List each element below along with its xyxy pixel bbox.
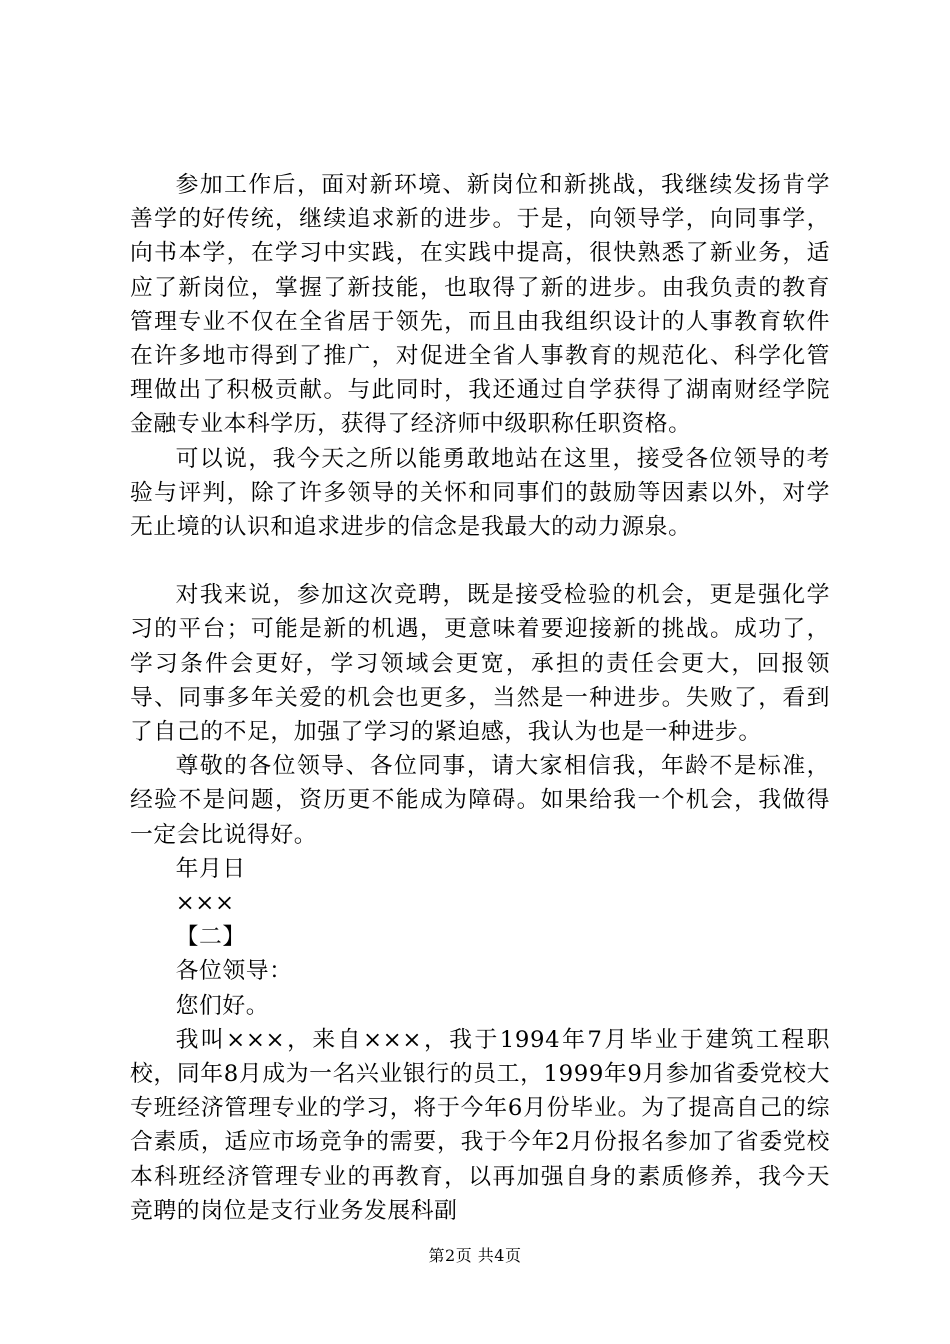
greeting: 您们好。 — [175, 992, 270, 1019]
paragraph-self-introduction: 我叫×××，来自×××，我于1994年7月毕业于建筑工程职校，同年8月成为一名兴业银行的员工，1999年9月参加省委党校大专班经济管理专业的学习，将于今年6月份毕业。为了提高自己的综合素质，适应市场竞争的需要，我于今年2月份报名参加了省委党校本科班经济管理专业的再教育，以再加强自身的素质修养，我今天竞聘的岗位是支行业务发展科副 — [130, 1026, 830, 1224]
paragraph-appeal: 尊敬的各位领导、各位同事，请大家相信我，年龄不是标准，经验不是问题，资历更不能成为障碍。如果给我一个机会，我做得一定会比说得好。 — [130, 753, 830, 848]
salutation: 各位领导： — [175, 958, 293, 985]
paragraph-motivation: 可以说，我今天之所以能勇敢地站在这里，接受各位领导的考验与评判，除了许多领导的关怀和同事们的鼓励等因素以外，对学无止境的认识和追求进步的信念是我最大的动力源泉。 — [130, 445, 830, 541]
paragraph-work-experience: 参加工作后，面对新环境、新岗位和新挑战，我继续发扬肯学善学的好传统，继续追求新的进步。于是，向领导学，向同事学，向书本学，在学习中实践，在实践中提高，很快熟悉了新业务，适应了新岗位，掌握了新技能，也取得了新的进步。由我负责的教育管理专业不仅在全省居于领先，而且由我组织设计的人事教育软件在许多地市得到了推广，对促进全省人事教育的规范化、科学化管理做出了积极贡献。与此同时，我还通过自学获得了湖南财经学院金融专业本科学历，获得了经济师中级职称任职资格。 — [130, 172, 830, 438]
document-body — [130, 168, 830, 1228]
date-line: 年月日 — [175, 855, 246, 882]
signature: ××× — [175, 890, 235, 917]
paragraph-competition-view: 对我来说，参加这次竞聘，既是接受检验的机会，更是强化学习的平台；可能是新的机遇，更意味着要迎接新的挑战。成功了，学习条件会更好，学习领域会更宽，承担的责任会更大，回报领导、同事多年关爱的机会也更多，当然是一种进步。失败了，看到了自己的不足，加强了学习的紧迫感，我认为也是一种进步。 — [130, 582, 830, 746]
section-marker: 【二】 — [175, 924, 246, 951]
page-footer: 第2页 共4页 — [428, 1246, 522, 1265]
